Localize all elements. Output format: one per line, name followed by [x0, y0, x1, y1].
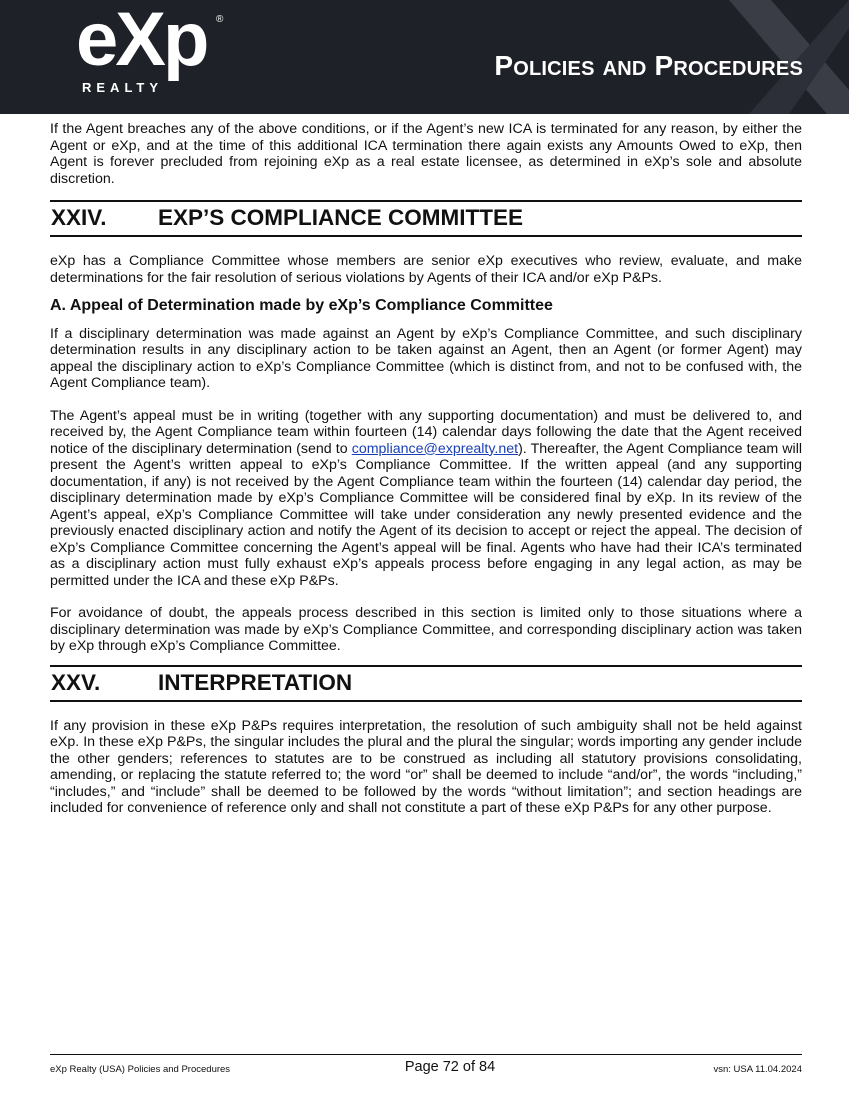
section-title: INTERPRETATION — [158, 669, 353, 695]
appeal-paragraph-1: If a disciplinary determination was made against an Agent by eXp’s Compliance Committee, and such disciplinary determination results in any disciplinary action to be taken against an Agent, then an Agent (or former Agent) may appeal the disciplinary action to eXp’s Compliance Committee (which is distinct from, and not to be confused with, the Agent Compliance team). — [50, 325, 802, 391]
page-footer — [50, 1054, 802, 1081]
appeal-paragraph-2-start: The Agent’s appeal must be in writing (together with any supporting documentation) and must be delivered to, and received by, the Agent Compliance team within fourteen (14) calendar days following the date that the Agent received notice of the disciplinary determination (send to — [50, 407, 802, 457]
footer-version: vsn: USA 11.04.2024 — [713, 1064, 802, 1075]
page-content — [50, 121, 802, 817]
section-xxv-paragraph: If any provision in these eXp P&Ps requires interpretation, the resolution of such ambiguity shall not be held against eXp. In these eXp P&Ps, the singular includes the plural and the plural the singular; words importing any gender include the other genders; references to statutes are to be construed as including all statutory provisions consolidating, amending, or replacing the statute referred to; the word “or” shall be deemed to include “and/or”, the words “including,” “includes,” and “include” shall be deemed to be followed by the words “without limitation”; and section headings are included for convenience of reference only and shall not constitute a part of these eXp P&Ps for any other purpose. — [50, 717, 802, 816]
appeal-paragraph-2-end: ). Thereafter, the Agent Compliance team will present the Agent’s written appeal to eXp’s Compliance Committee. If the written appeal (and any supporting documentation, if any) is not received by the Agent Compliance team within the fourteen (14) calendar day period, the disciplinary determination made by eXp’s Compliance Committee will be considered final by eXp. In its review of the Agent’s appeal, eXp’s Compliance Committee will take under consideration any newly presented evidence and the previously enacted disciplinary action and notify the Agent of its decision to accept or reject the appeal. The decision of eXp’s Compliance Committee concerning the Agent’s appeal will be final. Agents who have had their ICA’s terminated as a disciplinary action must fully exhaust eXp’s appeals process before engaging in any legal action, as may be permitted under the ICA and these eXp P&Ps. — [50, 440, 803, 589]
section-xxiv-paragraph: eXp has a Compliance Committee whose members are senior eXp executives who review, evaluate, and make determinations for the fair resolution of serious violations by Agents of their ICA and/or eXp P&Ps. — [50, 253, 802, 286]
logo-subtext: REALTY — [82, 80, 164, 95]
section-heading-xxv — [50, 665, 802, 702]
appeal-paragraph-2 — [50, 408, 802, 590]
subsection-heading-a: A. Appeal of Determination made by eXp’s Compliance Committee — [50, 297, 553, 314]
footer-document-name: eXp Realty (USA) Policies and Procedures — [50, 1064, 231, 1075]
header-title: Policies and Procedures — [494, 50, 803, 81]
section-title: EXP’S COMPLIANCE COMMITTEE — [158, 205, 524, 231]
section-number: XXV. — [51, 669, 101, 695]
compliance-email-link[interactable]: compliance@exprealty.net — [351, 440, 519, 457]
appeal-paragraph-3: For avoidance of doubt, the appeals process described in this section is limited only to those situations where a disciplinary determination was made by eXp’s Compliance Committee, and corresponding disciplinary action was taken by eXp through eXp’s Compliance Committee. — [50, 605, 802, 654]
logo-registered-mark: ® — [216, 14, 224, 25]
page-header — [0, 0, 849, 114]
intro-paragraph: If the Agent breaches any of the above conditions, or if the Agent’s new ICA is terminated for any reason, by either the Agent or eXp, and at the time of this additional ICA termination there again exists any Amounts Owed to eXp, then Agent is forever precluded from rejoining eXp as a real estate licensee, as determined in eXp’s sole and absolute discretion. — [50, 121, 802, 187]
exp-realty-logo — [76, 0, 236, 104]
logo-wordmark: eXp — [76, 0, 207, 82]
section-heading-xxiv — [50, 200, 802, 237]
page-number: Page 72 of 84 — [404, 1059, 496, 1075]
section-number: XXIV. — [51, 205, 107, 231]
